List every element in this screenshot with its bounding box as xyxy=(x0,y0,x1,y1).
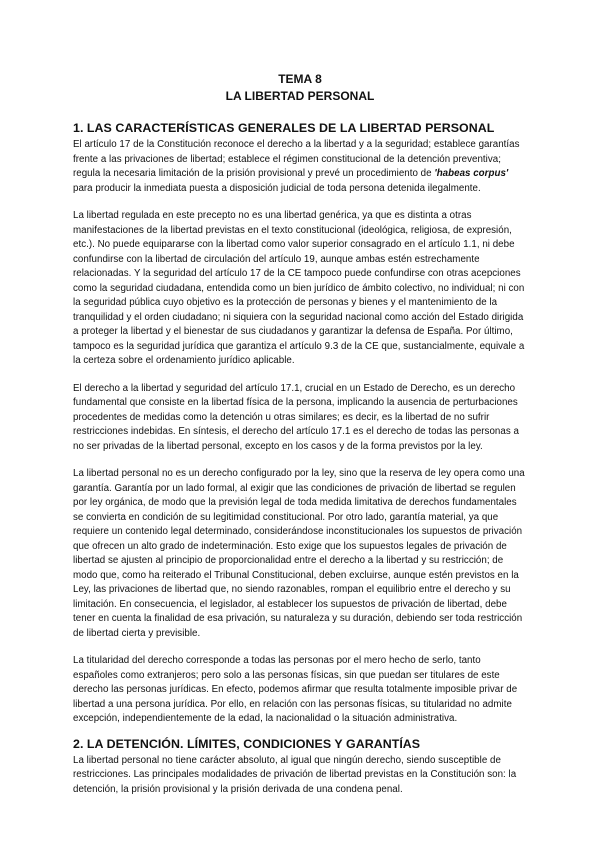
title-block xyxy=(73,0,527,105)
habeas-corpus-term: 'habeas corpus' xyxy=(434,168,509,179)
paragraph-text: para producir la inmediata puesta a disposición judicial de toda persona detenida ilegalmente. xyxy=(73,182,481,194)
section-1-paragraph-4: La libertad personal no es un derecho configurado por la ley, sino que la reserva de ley opera como una garantía. Garantía por un lado formal, al exigir que las condiciones de privación de libertad se regulen por ley orgánica, de modo que la previsión legal de toda medida limitativa de derechos fundamentales se convierta en condición de su legitimidad constitucional. Por otro lado, garantía material, ya que requiere un contenido legal determinado, considerándose inconstitucionales los supuestos de privación que ofrecen un alto grado de indeterminación. Esto exige que los supuestos legales de privación de libertad se ajusten al principio de proporcionalidad entre el derecho a la libertad y su restricción; de modo que, como ha reiterado el Tribunal Constitucional, deben excluirse, aunque estén previstos en la Ley, las privaciones de libertad que, no siendo razonables, rompan el equilibrio entre el derecho y su limitación. En consecuencia, el legislador, al establecer los supuestos de privación de libertad, debe tener en cuenta la finalidad de esa privación, su naturaleza y su duración, debiendo ser toda restricción de libertad cierta y previsible. xyxy=(73,468,525,639)
section-1-paragraph-5: La titularidad del derecho corresponde a todas las personas por el mero hecho de serlo, tanto españoles como extranjeros; pero solo a las personas físicas, sin que puedan ser titulares de este derecho las personas jurídicas. En efecto, podemos afirmar que resulta totalmente imposible privar de libertad a una persona jurídica. Por ello, en relación con las personas físicas, su titularidad no admite excepción, independientemente de la edad, la nacionalidad o la situación administrativa. xyxy=(73,655,518,724)
section-1-paragraph-2: La libertad regulada en este precepto no es una libertad genérica, ya que es distinta a otras manifestaciones de la libertad previstas en el texto constitucional (ideológica, religiosa, de expresión, etc.). No puede equipararse con la libertad como valor superior consagrado en el artículo 1.1, ni debe confundirse con la libertad de circulación del artículo 19, aunque ambas estén estrechamente relacionadas. Y la seguridad del artículo 17 de la CE tampoco puede confundirse con otras acepciones como la seguridad ciudadana, entendida como un bien jurídico de ámbito colectivo, no individual; ni con la seguridad pública cuyo objetivo es la protección de personas y bienes y el mantenimiento de la tranquilidad y el orden ciudadano; ni siquiera con la seguridad nacional como acción del Estado dirigida a proteger la libertad y el bienestar de sus ciudadanos y garantizar la defensa de España. Por último, tampoco es la seguridad jurídica que garantiza el artículo 9.3 de la CE que, sustancialmente, equivale a la certeza sobre el ordenamiento jurídico aplicable. xyxy=(73,210,525,366)
section-1-paragraph-3: El derecho a la libertad y seguridad del artículo 17.1, crucial en un Estado de Derecho, es un derecho fundamental que consiste en la libertad física de la persona, implicando la ausencia de perturbaciones procedentes de medidas como la detención u otras similares; es decir, es la libertad de no sufrir restricciones indebidas. En síntesis, el derecho del artículo 17.1 es el derecho de todas las personas a no ser privadas de la libertad personal, excepto en los casos y de la forma previstos por la ley. xyxy=(73,382,519,452)
topic-number: TEMA 8 xyxy=(278,72,322,86)
section-1-paragraph-1 xyxy=(73,138,527,196)
topic-title: LA LIBERTAD PERSONAL xyxy=(225,89,375,103)
section-1-heading: 1. LAS CARACTERÍSTICAS GENERALES DE LA LIBERTAD PERSONAL xyxy=(73,121,495,135)
section-2-heading: 2. LA DETENCIÓN. LÍMITES, CONDICIONES Y GARANTÍAS xyxy=(73,736,421,751)
paragraph-text: El artículo 17 de la Constitución reconoce el derecho a la libertad y a la seguridad; establece garantías frente a las privaciones de libertad; establece el régimen constitucional de la detención preventiva; regula la necesaria limitación de la prisión provisional y prevé un procedimiento de xyxy=(73,139,520,179)
section-2-paragraph-1: La libertad personal no tiene carácter absoluto, al igual que ningún derecho, siendo susceptible de restricciones. Las principales modalidades de privación de libertad previstas en la Constitución son: la detención, la prisión provisional y la prisión derivada de una condena penal. xyxy=(73,754,517,795)
